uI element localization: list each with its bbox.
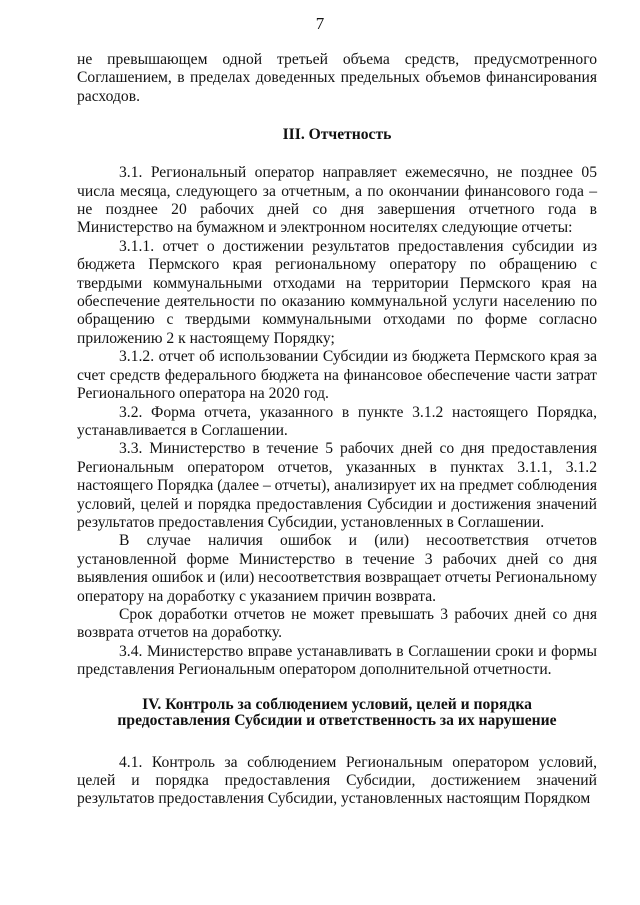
section-heading-4-line1: IV. Контроль за соблюдением условий, целей и порядка <box>142 695 532 713</box>
section-heading-4-line2: предоставления Субсидии и ответственность за их нарушение <box>117 711 557 729</box>
paragraph-4-1: 4.1. Контроль за соблюдением Региональным оператором условий, целей и порядка предоставления Субсидии, достижением значений результатов предоставления Субсидии, установленных настоящим Порядком <box>77 753 597 808</box>
paragraph-3-3: 3.3. Министерство в течение 5 рабочих дней со дня предоставления Региональным оператором отчетов, указанных в пунктах 3.1.1, 3.1.2 настоящего Порядка (далее – отчеты), анализирует их на предмет соблюдения условий, целей и порядка предоставления Субсидии и достижения значений результатов предоставления Субсидии, установленных в Соглашении. <box>77 440 597 531</box>
page-number: 7 <box>315 14 325 33</box>
paragraph-rework-term: Срок доработки отчетов не может превышать 3 рабочих дней со дня возврата отчетов на доработку. <box>77 605 597 642</box>
paragraph-errors: В случае наличия ошибок и (или) несоответствия отчетов установленной форме Министерство в течение 3 рабочих дней со дня выявления ошибок и (или) несоответствия возвращает отчеты Региональному оператору на доработку с указанием причин возврата. <box>77 532 597 605</box>
section-heading-3: III. Отчетность <box>282 126 392 144</box>
paragraph-3-1-1: 3.1.1. отчет о достижении результатов предоставления субсидии из бюджета Пермского края региональному оператору по обращению с твердыми коммунальными отходами на территории Пермского края на обеспечение деятельности по оказанию коммунальной услуги населению по обращению с твердыми коммунальными отходами по форме согласно приложению 2 к настоящему Порядку; <box>77 237 597 347</box>
paragraph-3-1: 3.1. Региональный оператор направляет ежемесячно, не позднее 05 числа месяца, следующего за отчетным, а по окончании финансового года – не позднее 20 рабочих дней со дня завершения отчетного года в Министерство на бумажном и электронном носителях следующие отчеты: <box>77 164 597 237</box>
paragraph-continuation: не превышающем одной третьей объема средств, предусмотренного Соглашением, в пределах доведенных предельных объемов финансирования расходов. <box>77 51 597 105</box>
paragraph-3-2: 3.2. Форма отчета, указанного в пункте 3.1.2 настоящего Порядка, устанавливается в Соглашении. <box>77 403 597 439</box>
paragraph-3-4: 3.4. Министерство вправе устанавливать в Соглашении сроки и формы представления Региональным оператором дополнительной отчетности. <box>77 642 597 679</box>
document-body <box>77 51 597 809</box>
paragraph-3-1-2: 3.1.2. отчет об использовании Субсидии из бюджета Пермского края за счет средств федерального бюджета на финансовое обеспечение части затрат Регионального оператора на 2020 год. <box>77 348 597 403</box>
